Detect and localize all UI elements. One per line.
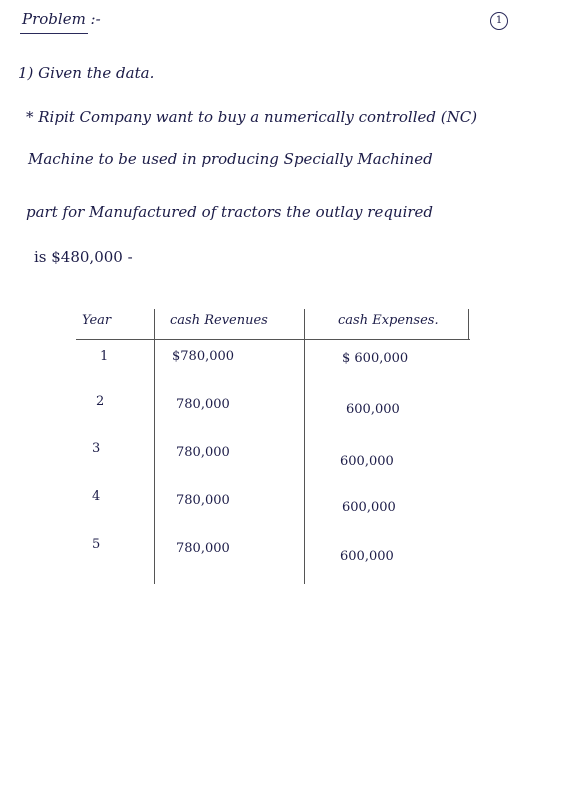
page-heading: Problem :- xyxy=(22,10,101,28)
table-row-expense: $ 600,000 xyxy=(342,351,409,366)
table-column-divider xyxy=(468,309,469,339)
table-row-year: 2 xyxy=(96,394,105,409)
outlay-line: is $480,000 - xyxy=(34,248,133,266)
table-row-year: 5 xyxy=(92,537,101,552)
header-year: Year xyxy=(82,313,112,328)
table-row-expense: 600,000 xyxy=(346,402,400,417)
table-row-revenue: 780,000 xyxy=(176,541,230,556)
cash-flow-table xyxy=(76,309,470,584)
problem-text-line-1: * Ripit Company want to buy a numerically controlled (NC) xyxy=(26,108,478,126)
table-row-revenue: 780,000 xyxy=(176,493,230,508)
table-row-year: 3 xyxy=(92,441,101,456)
table-row-expense: 600,000 xyxy=(340,454,394,469)
heading-underline xyxy=(20,33,88,34)
given-data-line: 1) Given the data. xyxy=(18,64,155,82)
table-row-expense: 600,000 xyxy=(340,549,394,564)
table-column-divider xyxy=(154,309,155,584)
table-column-divider xyxy=(304,309,305,584)
table-row-year: 4 xyxy=(92,489,101,504)
table-row-revenue: 780,000 xyxy=(176,397,230,412)
problem-text-line-2: Machine to be used in producing Specially Machined xyxy=(28,150,433,168)
table-header-rule xyxy=(76,339,470,340)
header-cash-revenues: cash Revenues xyxy=(170,313,268,328)
table-row-year: 1 xyxy=(100,349,109,364)
table-row-revenue: $780,000 xyxy=(172,349,235,364)
problem-text-line-3: part for Manufactured of tractors the outlay required xyxy=(26,203,434,221)
header-cash-expenses: cash Expenses. xyxy=(338,313,439,328)
table-row-revenue: 780,000 xyxy=(176,445,230,460)
page-number: 1 xyxy=(490,12,508,30)
table-row-expense: 600,000 xyxy=(342,500,396,515)
